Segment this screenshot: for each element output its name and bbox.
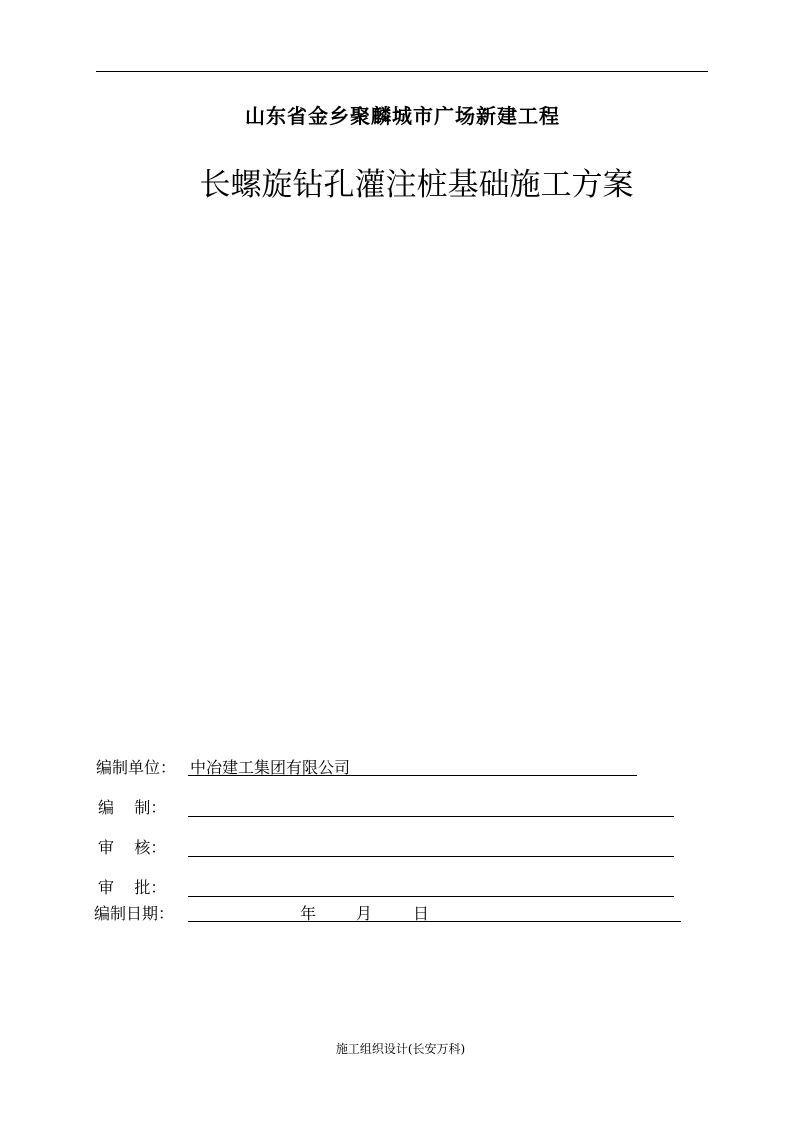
date-month[interactable]: 月 — [356, 904, 373, 923]
approver-label: 审 批： — [98, 878, 167, 897]
page-footer: 施工组织设计(长安万科) — [335, 1042, 466, 1056]
approver-underline — [188, 896, 674, 897]
document-title: 长螺旋钻孔灌注桩基础施工方案 — [199, 167, 634, 203]
header-rule — [96, 71, 708, 72]
date-year[interactable]: 年 — [300, 904, 317, 923]
compiler-underline — [188, 816, 674, 817]
unit-value[interactable]: 中冶建工集团有限公司 — [190, 758, 351, 777]
reviewer-label: 审 核： — [98, 838, 167, 857]
unit-underline — [188, 775, 637, 776]
reviewer-underline — [188, 856, 674, 857]
date-label: 编制日期： — [94, 904, 175, 923]
compiler-label: 编 制： — [98, 798, 167, 817]
unit-label: 编制单位： — [96, 758, 177, 777]
date-day[interactable]: 日 — [413, 904, 430, 923]
date-underline — [188, 921, 681, 922]
project-name: 山东省金乡聚麟城市广场新建工程 — [245, 104, 560, 128]
